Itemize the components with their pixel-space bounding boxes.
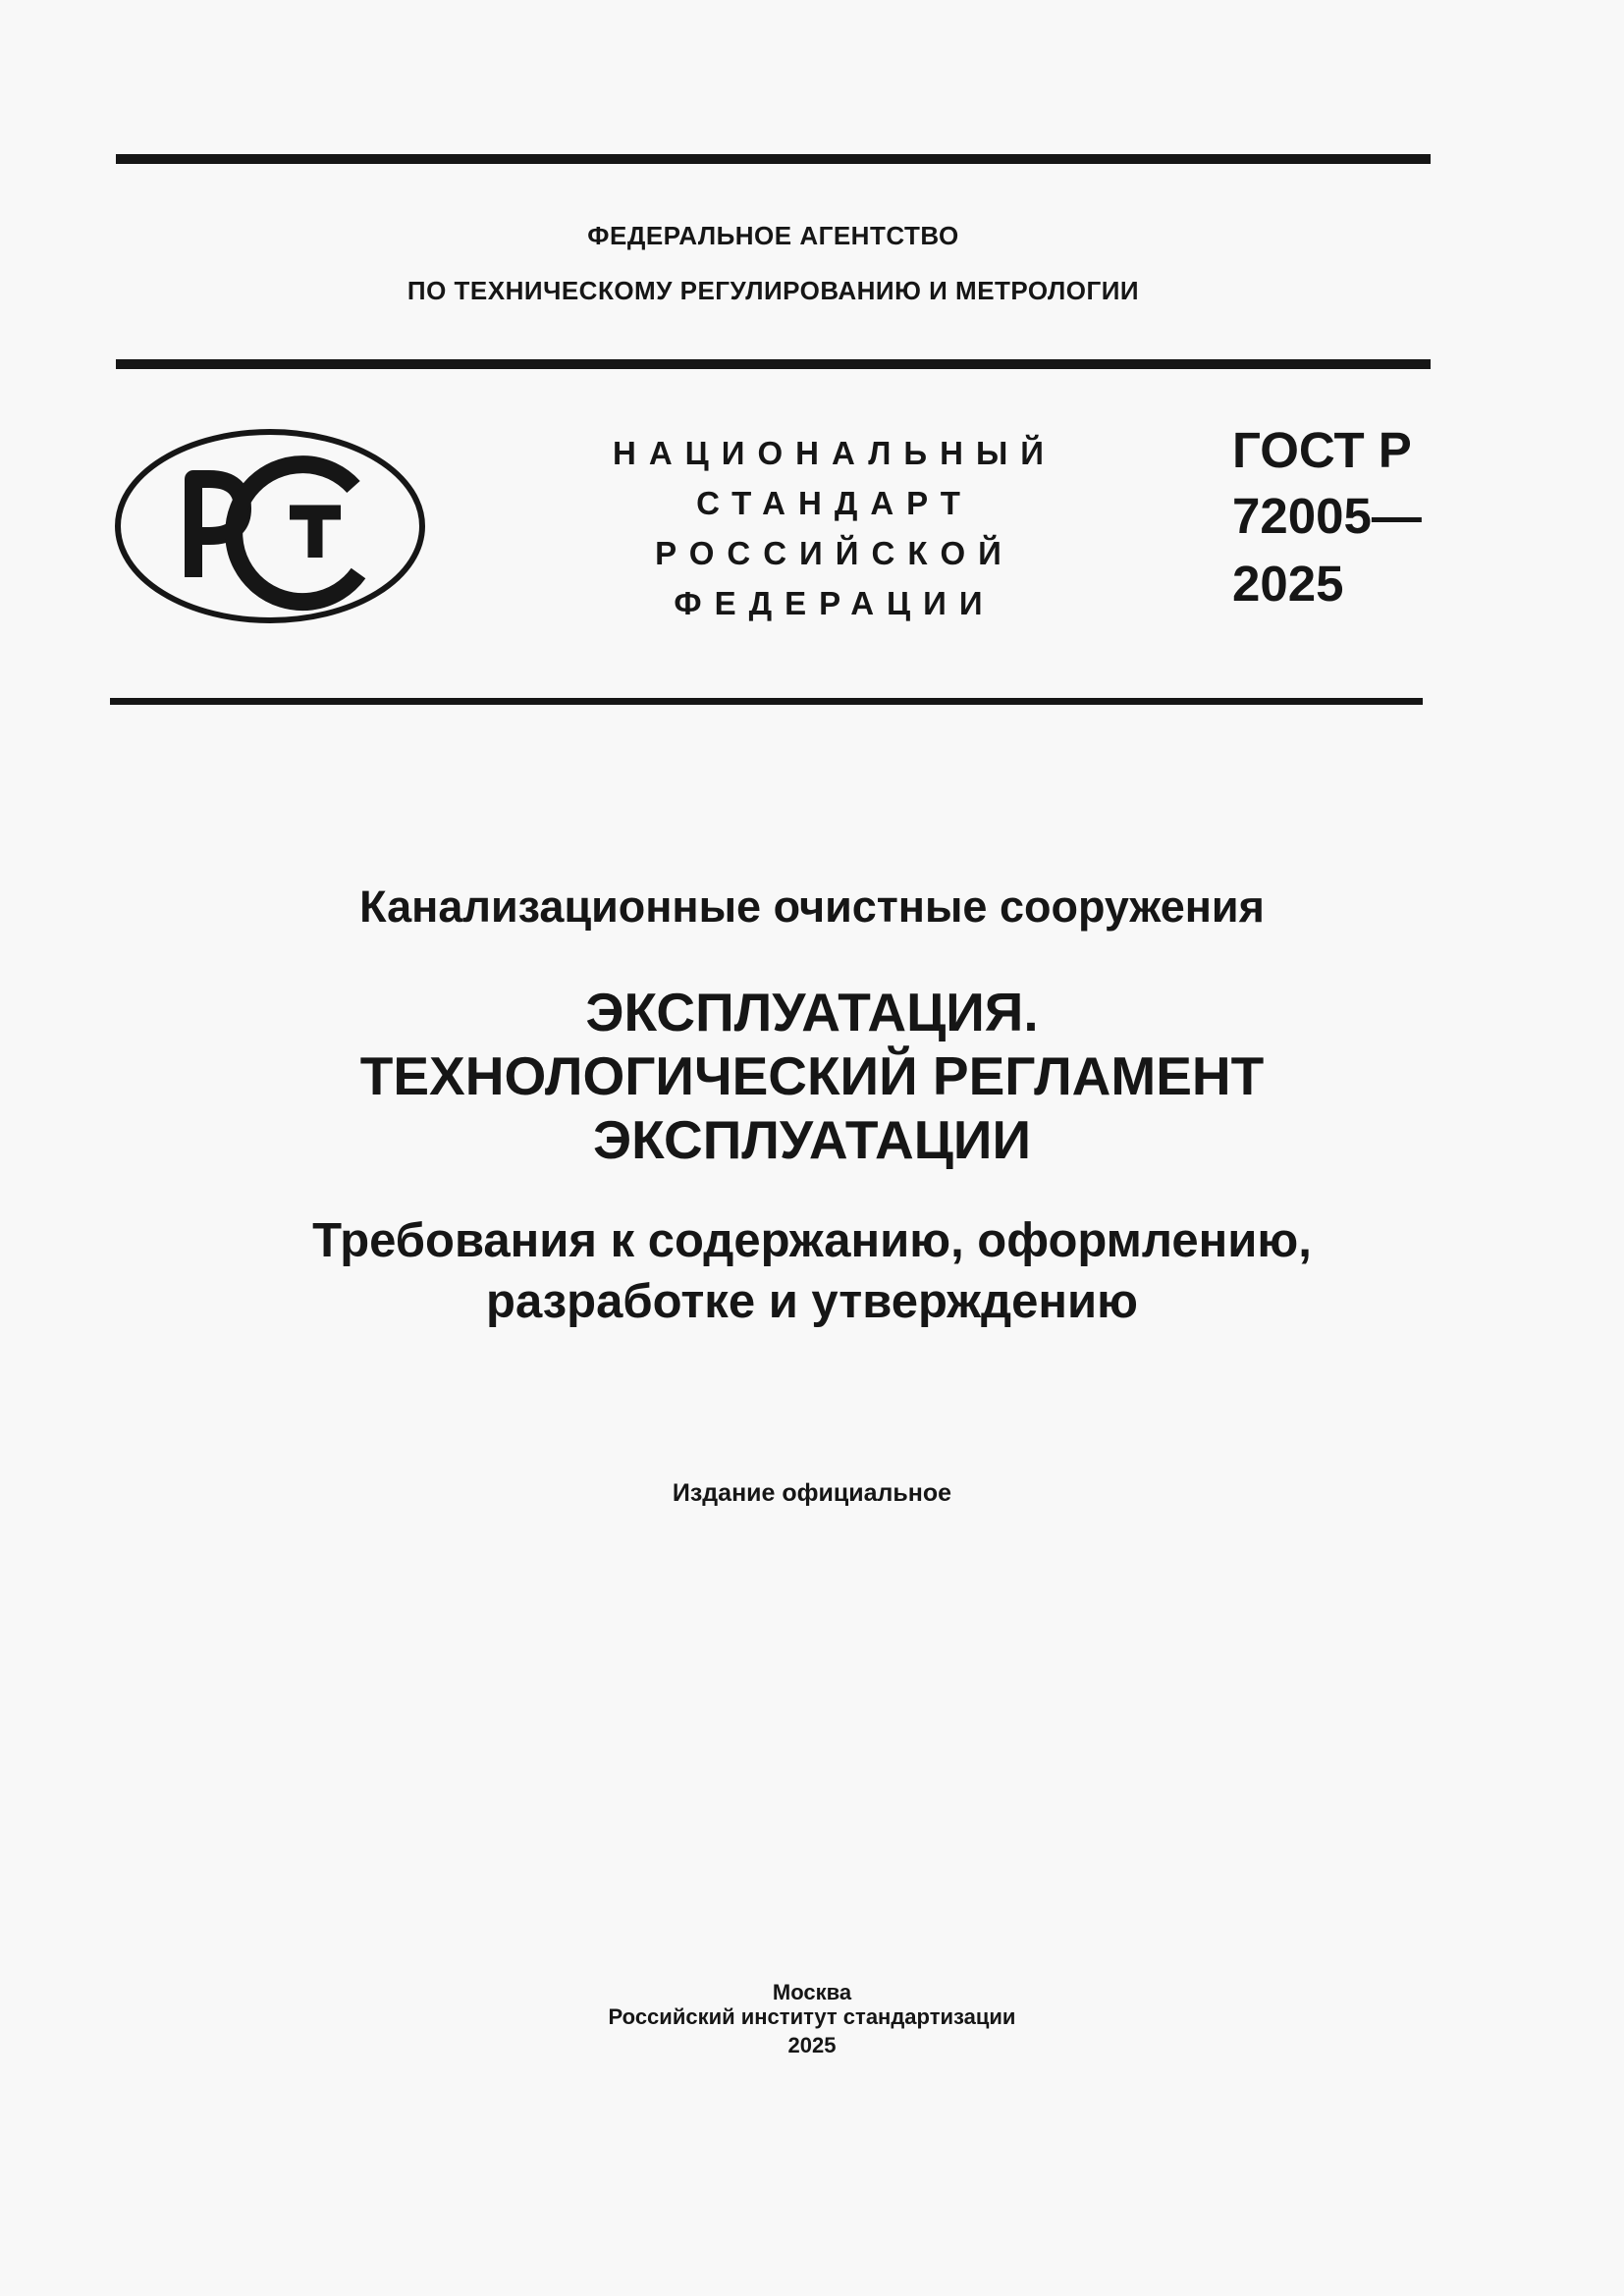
rst-certification-logo-icon [113, 428, 427, 624]
rst-logo-graphic [113, 428, 427, 624]
top-divider [116, 154, 1431, 164]
header-divider [116, 359, 1431, 369]
document-subtitle-line-1: Требования к содержанию, оформлению, [312, 1214, 1312, 1267]
imprint-city: Москва [772, 1980, 852, 2004]
national-standard-line-1: НАЦИОНАЛЬНЫЙ [613, 435, 1056, 471]
document-title-line-1: ЭКСПЛУАТАЦИЯ. [585, 982, 1039, 1042]
imprint-year: 2025 [787, 2033, 837, 2057]
document-subtitle-line-2: разработке и утверждению [486, 1275, 1138, 1328]
document-title-line-3: ЭКСПЛУАТАЦИИ [593, 1109, 1031, 1170]
edition-note: Издание официальное [672, 1479, 952, 1507]
national-standard-line-2: СТАНДАРТ [696, 485, 973, 521]
imprint-publisher: Российский институт стандартизации [608, 2004, 1016, 2029]
section-divider [110, 698, 1423, 705]
agency-name-line-2: ПО ТЕХНИЧЕСКОМУ РЕГУЛИРОВАНИЮ И МЕТРОЛОГИИ [406, 276, 1140, 305]
standard-designation-line-1: ГОСТ Р [1232, 422, 1412, 478]
agency-name-line-1: ФЕДЕРАЛЬНОЕ АГЕНТСТВО [587, 221, 959, 250]
document-title-line-2: ТЕХНОЛОГИЧЕСКИЙ РЕГЛАМЕНТ [359, 1045, 1265, 1106]
standard-designation-line-2: 72005— [1232, 488, 1422, 544]
document-subject: Канализационные очистные сооружения [359, 881, 1265, 932]
national-standard-line-4: ФЕДЕРАЦИИ [674, 585, 996, 621]
standard-designation-line-3: 2025 [1232, 556, 1344, 612]
national-standard-line-3: РОССИЙСКОЙ [655, 535, 1014, 571]
